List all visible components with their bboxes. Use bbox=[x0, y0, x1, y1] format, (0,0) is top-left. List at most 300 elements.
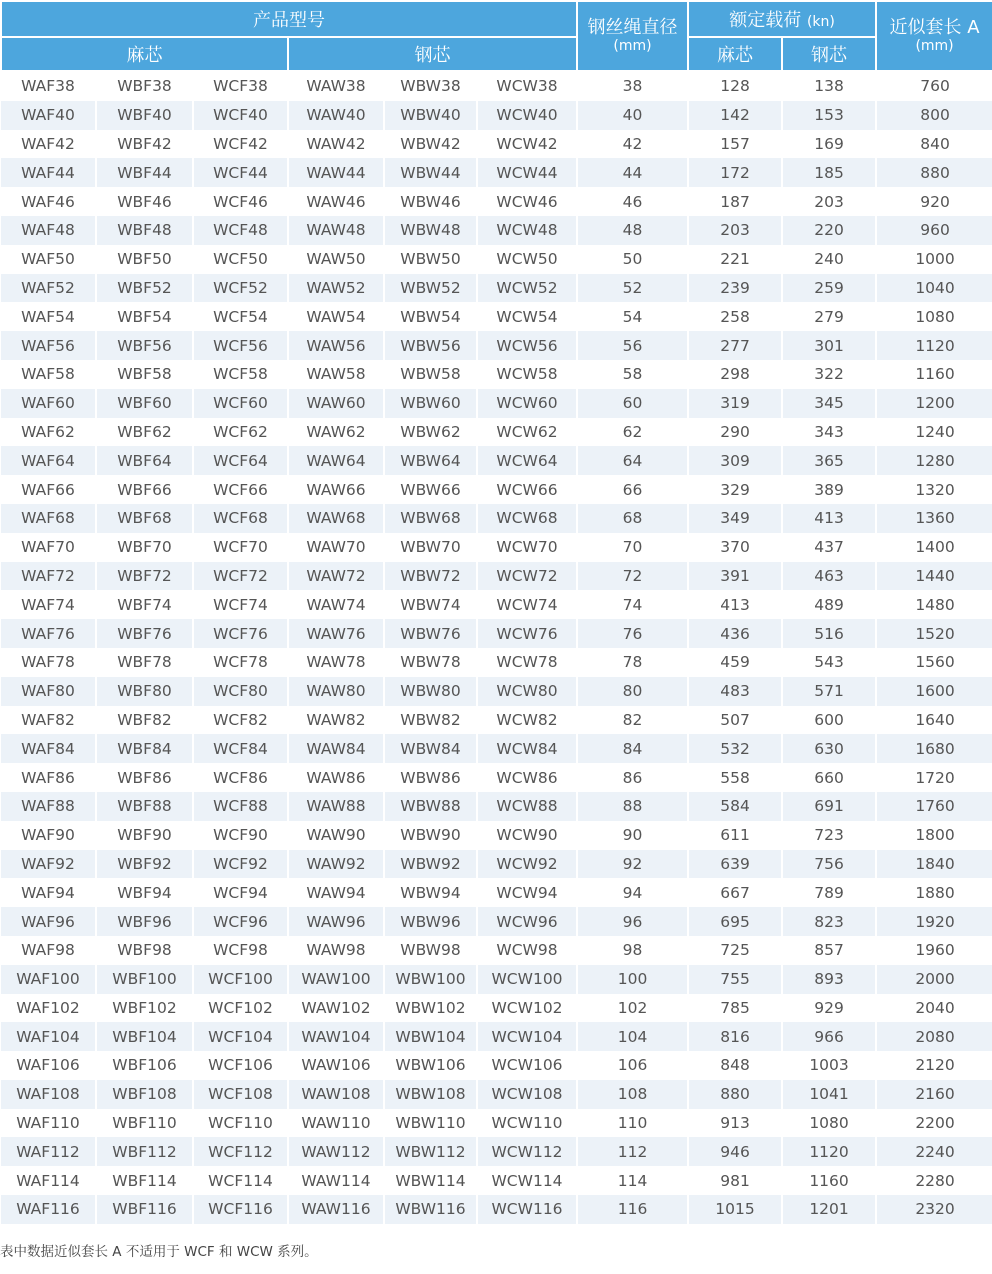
load-steel-cell: 630 bbox=[782, 734, 876, 763]
waw-cell: WAW60 bbox=[288, 389, 384, 418]
wcw-cell: WCW66 bbox=[477, 475, 577, 504]
wcf-cell: WCF114 bbox=[193, 1166, 288, 1195]
load-hemp-cell: 258 bbox=[688, 302, 782, 331]
wbf-cell: WBF78 bbox=[96, 648, 193, 677]
table-row bbox=[1, 619, 992, 648]
load-steel-cell: 756 bbox=[782, 850, 876, 879]
wcw-cell: WCW42 bbox=[477, 130, 577, 159]
waf-cell: WAF52 bbox=[1, 274, 96, 303]
load-steel-cell: 301 bbox=[782, 331, 876, 360]
sleeve-length-cell: 2000 bbox=[876, 965, 992, 994]
load-steel-cell: 660 bbox=[782, 763, 876, 792]
table-row bbox=[1, 389, 992, 418]
wbw-cell: WBW106 bbox=[384, 1051, 477, 1080]
wcf-cell: WCF82 bbox=[193, 706, 288, 735]
wcf-cell: WCF94 bbox=[193, 878, 288, 907]
wbf-cell: WBF76 bbox=[96, 619, 193, 648]
sleeve-length-cell: 1960 bbox=[876, 936, 992, 965]
waf-cell: WAF78 bbox=[1, 648, 96, 677]
sleeve-length-cell: 1040 bbox=[876, 274, 992, 303]
wcw-cell: WCW98 bbox=[477, 936, 577, 965]
wbw-cell: WBW82 bbox=[384, 706, 477, 735]
load-hemp-cell: 172 bbox=[688, 158, 782, 187]
table-header bbox=[1, 1, 992, 71]
diameter-cell: 68 bbox=[577, 504, 688, 533]
waw-cell: WAW82 bbox=[288, 706, 384, 735]
header-rated-load bbox=[688, 1, 876, 37]
wbf-cell: WBF54 bbox=[96, 302, 193, 331]
table-row bbox=[1, 821, 992, 850]
diameter-cell: 72 bbox=[577, 562, 688, 591]
wcw-cell: WCW94 bbox=[477, 878, 577, 907]
waf-cell: WAF90 bbox=[1, 821, 96, 850]
wbw-cell: WBW62 bbox=[384, 418, 477, 447]
load-steel-cell: 345 bbox=[782, 389, 876, 418]
diameter-cell: 104 bbox=[577, 1022, 688, 1051]
wbw-cell: WBW76 bbox=[384, 619, 477, 648]
load-steel-cell: 543 bbox=[782, 648, 876, 677]
wcw-cell: WCW84 bbox=[477, 734, 577, 763]
wbf-cell: WBF116 bbox=[96, 1195, 193, 1224]
wcw-cell: WCW70 bbox=[477, 533, 577, 562]
waw-cell: WAW72 bbox=[288, 562, 384, 591]
wcf-cell: WCF56 bbox=[193, 331, 288, 360]
header-load-steel: 钢芯 bbox=[782, 37, 876, 71]
wbw-cell: WBW58 bbox=[384, 360, 477, 389]
waf-cell: WAF82 bbox=[1, 706, 96, 735]
sleeve-length-cell: 1120 bbox=[876, 331, 992, 360]
header-product-model: 产品型号 bbox=[1, 1, 577, 37]
waw-cell: WAW64 bbox=[288, 446, 384, 475]
load-hemp-cell: 128 bbox=[688, 71, 782, 101]
table-row bbox=[1, 936, 992, 965]
load-hemp-cell: 816 bbox=[688, 1022, 782, 1051]
wcf-cell: WCF88 bbox=[193, 792, 288, 821]
table-row bbox=[1, 1080, 992, 1109]
diameter-cell: 44 bbox=[577, 158, 688, 187]
sleeve-length-cell: 800 bbox=[876, 101, 992, 130]
sleeve-length-cell: 1480 bbox=[876, 590, 992, 619]
load-hemp-cell: 558 bbox=[688, 763, 782, 792]
load-hemp-cell: 436 bbox=[688, 619, 782, 648]
wbw-cell: WBW44 bbox=[384, 158, 477, 187]
table-row bbox=[1, 792, 992, 821]
wbf-cell: WBF46 bbox=[96, 187, 193, 216]
wbw-cell: WBW66 bbox=[384, 475, 477, 504]
wcw-cell: WCW110 bbox=[477, 1109, 577, 1138]
wbw-cell: WBW52 bbox=[384, 274, 477, 303]
wbw-cell: WBW56 bbox=[384, 331, 477, 360]
wbw-cell: WBW64 bbox=[384, 446, 477, 475]
sleeve-length-cell: 1800 bbox=[876, 821, 992, 850]
wbw-cell: WBW60 bbox=[384, 389, 477, 418]
wbw-cell: WBW70 bbox=[384, 533, 477, 562]
waw-cell: WAW52 bbox=[288, 274, 384, 303]
load-steel-cell: 723 bbox=[782, 821, 876, 850]
table-row bbox=[1, 533, 992, 562]
table-body bbox=[1, 71, 992, 1224]
sleeve-length-cell: 1280 bbox=[876, 446, 992, 475]
wbf-cell: WBF44 bbox=[96, 158, 193, 187]
load-hemp-cell: 667 bbox=[688, 878, 782, 907]
sleeve-length-cell: 2040 bbox=[876, 994, 992, 1023]
diameter-cell: 50 bbox=[577, 245, 688, 274]
diameter-cell: 82 bbox=[577, 706, 688, 735]
waw-cell: WAW58 bbox=[288, 360, 384, 389]
footnote: 表中数据近似套长 A 不适用于 WCF 和 WCW 系列。 bbox=[0, 1244, 318, 1260]
waw-cell: WAW44 bbox=[288, 158, 384, 187]
header-sleeve-length-label: 近似套长 A bbox=[889, 17, 980, 38]
wcw-cell: WCW54 bbox=[477, 302, 577, 331]
wcw-cell: WCW72 bbox=[477, 562, 577, 591]
wbw-cell: WBW40 bbox=[384, 101, 477, 130]
wbf-cell: WBF72 bbox=[96, 562, 193, 591]
header-rated-load-label: 额定载荷 bbox=[729, 10, 802, 31]
waw-cell: WAW62 bbox=[288, 418, 384, 447]
load-steel-cell: 463 bbox=[782, 562, 876, 591]
wcf-cell: WCF62 bbox=[193, 418, 288, 447]
diameter-cell: 46 bbox=[577, 187, 688, 216]
diameter-cell: 80 bbox=[577, 677, 688, 706]
wcw-cell: WCW40 bbox=[477, 101, 577, 130]
wcw-cell: WCW62 bbox=[477, 418, 577, 447]
wbf-cell: WBF88 bbox=[96, 792, 193, 821]
load-hemp-cell: 785 bbox=[688, 994, 782, 1023]
header-steel-core: 钢芯 bbox=[288, 37, 577, 71]
diameter-cell: 116 bbox=[577, 1195, 688, 1224]
wbw-cell: WBW104 bbox=[384, 1022, 477, 1051]
waw-cell: WAW80 bbox=[288, 677, 384, 706]
header-rope-diameter-unit: (mm) bbox=[613, 38, 652, 54]
wcw-cell: WCW78 bbox=[477, 648, 577, 677]
load-hemp-cell: 239 bbox=[688, 274, 782, 303]
load-hemp-cell: 532 bbox=[688, 734, 782, 763]
load-steel-cell: 691 bbox=[782, 792, 876, 821]
load-hemp-cell: 391 bbox=[688, 562, 782, 591]
table-row bbox=[1, 475, 992, 504]
sleeve-length-cell: 2320 bbox=[876, 1195, 992, 1224]
waw-cell: WAW96 bbox=[288, 907, 384, 936]
table-row bbox=[1, 187, 992, 216]
waf-cell: WAF114 bbox=[1, 1166, 96, 1195]
header-hemp-core: 麻芯 bbox=[1, 37, 288, 71]
waf-cell: WAF56 bbox=[1, 331, 96, 360]
wcf-cell: WCF106 bbox=[193, 1051, 288, 1080]
wcf-cell: WCF70 bbox=[193, 533, 288, 562]
sleeve-length-cell: 1720 bbox=[876, 763, 992, 792]
table-row bbox=[1, 677, 992, 706]
waw-cell: WAW104 bbox=[288, 1022, 384, 1051]
waw-cell: WAW88 bbox=[288, 792, 384, 821]
table-row bbox=[1, 245, 992, 274]
waw-cell: WAW92 bbox=[288, 850, 384, 879]
waf-cell: WAF40 bbox=[1, 101, 96, 130]
diameter-cell: 64 bbox=[577, 446, 688, 475]
wbw-cell: WBW74 bbox=[384, 590, 477, 619]
wcf-cell: WCF66 bbox=[193, 475, 288, 504]
diameter-cell: 108 bbox=[577, 1080, 688, 1109]
wbf-cell: WBF66 bbox=[96, 475, 193, 504]
diameter-cell: 102 bbox=[577, 994, 688, 1023]
wcw-cell: WCW104 bbox=[477, 1022, 577, 1051]
waf-cell: WAF58 bbox=[1, 360, 96, 389]
wbw-cell: WBW110 bbox=[384, 1109, 477, 1138]
waf-cell: WAF96 bbox=[1, 907, 96, 936]
waw-cell: WAW76 bbox=[288, 619, 384, 648]
sleeve-length-cell: 1520 bbox=[876, 619, 992, 648]
load-hemp-cell: 309 bbox=[688, 446, 782, 475]
waw-cell: WAW108 bbox=[288, 1080, 384, 1109]
waf-cell: WAF100 bbox=[1, 965, 96, 994]
wcw-cell: WCW86 bbox=[477, 763, 577, 792]
table-row bbox=[1, 504, 992, 533]
table-row bbox=[1, 994, 992, 1023]
load-hemp-cell: 848 bbox=[688, 1051, 782, 1080]
sleeve-length-cell: 880 bbox=[876, 158, 992, 187]
wbf-cell: WBF94 bbox=[96, 878, 193, 907]
wbf-cell: WBF70 bbox=[96, 533, 193, 562]
wcf-cell: WCF86 bbox=[193, 763, 288, 792]
wcw-cell: WCW48 bbox=[477, 216, 577, 245]
table-row bbox=[1, 1022, 992, 1051]
diameter-cell: 94 bbox=[577, 878, 688, 907]
table-row bbox=[1, 1109, 992, 1138]
waw-cell: WAW90 bbox=[288, 821, 384, 850]
waf-cell: WAF54 bbox=[1, 302, 96, 331]
load-steel-cell: 185 bbox=[782, 158, 876, 187]
waf-cell: WAF98 bbox=[1, 936, 96, 965]
wbf-cell: WBF96 bbox=[96, 907, 193, 936]
load-steel-cell: 322 bbox=[782, 360, 876, 389]
waf-cell: WAF86 bbox=[1, 763, 96, 792]
wbf-cell: WBF56 bbox=[96, 331, 193, 360]
wcw-cell: WCW106 bbox=[477, 1051, 577, 1080]
load-steel-cell: 259 bbox=[782, 274, 876, 303]
waw-cell: WAW74 bbox=[288, 590, 384, 619]
sleeve-length-cell: 1320 bbox=[876, 475, 992, 504]
wbf-cell: WBF90 bbox=[96, 821, 193, 850]
wbw-cell: WBW96 bbox=[384, 907, 477, 936]
wcf-cell: WCF100 bbox=[193, 965, 288, 994]
wbf-cell: WBF40 bbox=[96, 101, 193, 130]
load-steel-cell: 240 bbox=[782, 245, 876, 274]
diameter-cell: 38 bbox=[577, 71, 688, 101]
diameter-cell: 84 bbox=[577, 734, 688, 763]
load-steel-cell: 489 bbox=[782, 590, 876, 619]
diameter-cell: 56 bbox=[577, 331, 688, 360]
table-row bbox=[1, 1195, 992, 1224]
diameter-cell: 40 bbox=[577, 101, 688, 130]
table-row bbox=[1, 216, 992, 245]
wbf-cell: WBF62 bbox=[96, 418, 193, 447]
load-hemp-cell: 981 bbox=[688, 1166, 782, 1195]
waf-cell: WAF104 bbox=[1, 1022, 96, 1051]
sleeve-length-cell: 2280 bbox=[876, 1166, 992, 1195]
header-rope-diameter bbox=[577, 1, 688, 71]
wcw-cell: WCW52 bbox=[477, 274, 577, 303]
wcw-cell: WCW88 bbox=[477, 792, 577, 821]
wcw-cell: WCW38 bbox=[477, 71, 577, 101]
load-hemp-cell: 584 bbox=[688, 792, 782, 821]
table-row bbox=[1, 1166, 992, 1195]
load-steel-cell: 220 bbox=[782, 216, 876, 245]
wbw-cell: WBW42 bbox=[384, 130, 477, 159]
wcf-cell: WCF54 bbox=[193, 302, 288, 331]
sleeve-length-cell: 1560 bbox=[876, 648, 992, 677]
table-row bbox=[1, 71, 992, 101]
sleeve-length-cell: 1360 bbox=[876, 504, 992, 533]
wbf-cell: WBF98 bbox=[96, 936, 193, 965]
load-hemp-cell: 370 bbox=[688, 533, 782, 562]
wbw-cell: WBW112 bbox=[384, 1137, 477, 1166]
table-row bbox=[1, 878, 992, 907]
load-steel-cell: 413 bbox=[782, 504, 876, 533]
wbw-cell: WBW114 bbox=[384, 1166, 477, 1195]
sleeve-length-cell: 2160 bbox=[876, 1080, 992, 1109]
wbw-cell: WBW54 bbox=[384, 302, 477, 331]
waf-cell: WAF84 bbox=[1, 734, 96, 763]
wbf-cell: WBF38 bbox=[96, 71, 193, 101]
wcf-cell: WCF60 bbox=[193, 389, 288, 418]
diameter-cell: 66 bbox=[577, 475, 688, 504]
wbf-cell: WBF110 bbox=[96, 1109, 193, 1138]
waw-cell: WAW38 bbox=[288, 71, 384, 101]
wcw-cell: WCW114 bbox=[477, 1166, 577, 1195]
waf-cell: WAF68 bbox=[1, 504, 96, 533]
wcw-cell: WCW102 bbox=[477, 994, 577, 1023]
load-hemp-cell: 277 bbox=[688, 331, 782, 360]
waw-cell: WAW114 bbox=[288, 1166, 384, 1195]
wbw-cell: WBW94 bbox=[384, 878, 477, 907]
wbf-cell: WBF68 bbox=[96, 504, 193, 533]
load-hemp-cell: 203 bbox=[688, 216, 782, 245]
wbw-cell: WBW108 bbox=[384, 1080, 477, 1109]
load-hemp-cell: 319 bbox=[688, 389, 782, 418]
diameter-cell: 96 bbox=[577, 907, 688, 936]
wbf-cell: WBF86 bbox=[96, 763, 193, 792]
diameter-cell: 78 bbox=[577, 648, 688, 677]
wbf-cell: WBF104 bbox=[96, 1022, 193, 1051]
sleeve-length-cell: 960 bbox=[876, 216, 992, 245]
waw-cell: WAW68 bbox=[288, 504, 384, 533]
diameter-cell: 58 bbox=[577, 360, 688, 389]
wbf-cell: WBF92 bbox=[96, 850, 193, 879]
wbw-cell: WBW50 bbox=[384, 245, 477, 274]
waf-cell: WAF38 bbox=[1, 71, 96, 101]
wcf-cell: WCF84 bbox=[193, 734, 288, 763]
wbw-cell: WBW98 bbox=[384, 936, 477, 965]
diameter-cell: 106 bbox=[577, 1051, 688, 1080]
wbf-cell: WBF112 bbox=[96, 1137, 193, 1166]
diameter-cell: 48 bbox=[577, 216, 688, 245]
wcf-cell: WCF58 bbox=[193, 360, 288, 389]
sleeve-length-cell: 2200 bbox=[876, 1109, 992, 1138]
diameter-cell: 42 bbox=[577, 130, 688, 159]
wbf-cell: WBF58 bbox=[96, 360, 193, 389]
wbw-cell: WBW48 bbox=[384, 216, 477, 245]
table-row bbox=[1, 965, 992, 994]
wcw-cell: WCW80 bbox=[477, 677, 577, 706]
load-steel-cell: 1120 bbox=[782, 1137, 876, 1166]
wbw-cell: WBW84 bbox=[384, 734, 477, 763]
load-hemp-cell: 459 bbox=[688, 648, 782, 677]
load-steel-cell: 138 bbox=[782, 71, 876, 101]
wbw-cell: WBW100 bbox=[384, 965, 477, 994]
table-row bbox=[1, 360, 992, 389]
waf-cell: WAF42 bbox=[1, 130, 96, 159]
diameter-cell: 110 bbox=[577, 1109, 688, 1138]
waf-cell: WAF106 bbox=[1, 1051, 96, 1080]
table-row bbox=[1, 331, 992, 360]
waw-cell: WAW112 bbox=[288, 1137, 384, 1166]
waw-cell: WAW48 bbox=[288, 216, 384, 245]
load-steel-cell: 1003 bbox=[782, 1051, 876, 1080]
wcf-cell: WCF74 bbox=[193, 590, 288, 619]
sleeve-length-cell: 1000 bbox=[876, 245, 992, 274]
wcf-cell: WCF108 bbox=[193, 1080, 288, 1109]
waf-cell: WAF50 bbox=[1, 245, 96, 274]
wcf-cell: WCF90 bbox=[193, 821, 288, 850]
sleeve-length-cell: 920 bbox=[876, 187, 992, 216]
load-steel-cell: 571 bbox=[782, 677, 876, 706]
sleeve-length-cell: 1920 bbox=[876, 907, 992, 936]
load-hemp-cell: 507 bbox=[688, 706, 782, 735]
waf-cell: WAF44 bbox=[1, 158, 96, 187]
wcf-cell: WCF42 bbox=[193, 130, 288, 159]
load-steel-cell: 153 bbox=[782, 101, 876, 130]
waw-cell: WAW40 bbox=[288, 101, 384, 130]
table-row bbox=[1, 706, 992, 735]
wcw-cell: WCW90 bbox=[477, 821, 577, 850]
sleeve-length-cell: 2240 bbox=[876, 1137, 992, 1166]
load-hemp-cell: 329 bbox=[688, 475, 782, 504]
wcf-cell: WCF92 bbox=[193, 850, 288, 879]
waw-cell: WAW86 bbox=[288, 763, 384, 792]
load-steel-cell: 966 bbox=[782, 1022, 876, 1051]
load-steel-cell: 169 bbox=[782, 130, 876, 159]
waf-cell: WAF66 bbox=[1, 475, 96, 504]
table-row bbox=[1, 850, 992, 879]
wcw-cell: WCW50 bbox=[477, 245, 577, 274]
wbw-cell: WBW80 bbox=[384, 677, 477, 706]
waw-cell: WAW70 bbox=[288, 533, 384, 562]
load-hemp-cell: 413 bbox=[688, 590, 782, 619]
load-steel-cell: 929 bbox=[782, 994, 876, 1023]
wbw-cell: WBW72 bbox=[384, 562, 477, 591]
waf-cell: WAF76 bbox=[1, 619, 96, 648]
wcw-cell: WCW74 bbox=[477, 590, 577, 619]
wbw-cell: WBW92 bbox=[384, 850, 477, 879]
wbf-cell: WBF108 bbox=[96, 1080, 193, 1109]
load-hemp-cell: 695 bbox=[688, 907, 782, 936]
load-hemp-cell: 639 bbox=[688, 850, 782, 879]
wcw-cell: WCW60 bbox=[477, 389, 577, 418]
wbf-cell: WBF82 bbox=[96, 706, 193, 735]
wcw-cell: WCW92 bbox=[477, 850, 577, 879]
wcw-cell: WCW68 bbox=[477, 504, 577, 533]
diameter-cell: 54 bbox=[577, 302, 688, 331]
wbw-cell: WBW68 bbox=[384, 504, 477, 533]
wcf-cell: WCF68 bbox=[193, 504, 288, 533]
wbw-cell: WBW88 bbox=[384, 792, 477, 821]
wcf-cell: WCF48 bbox=[193, 216, 288, 245]
load-steel-cell: 203 bbox=[782, 187, 876, 216]
wcf-cell: WCF64 bbox=[193, 446, 288, 475]
table-row bbox=[1, 302, 992, 331]
wcf-cell: WCF38 bbox=[193, 71, 288, 101]
wbf-cell: WBF100 bbox=[96, 965, 193, 994]
table-row bbox=[1, 562, 992, 591]
